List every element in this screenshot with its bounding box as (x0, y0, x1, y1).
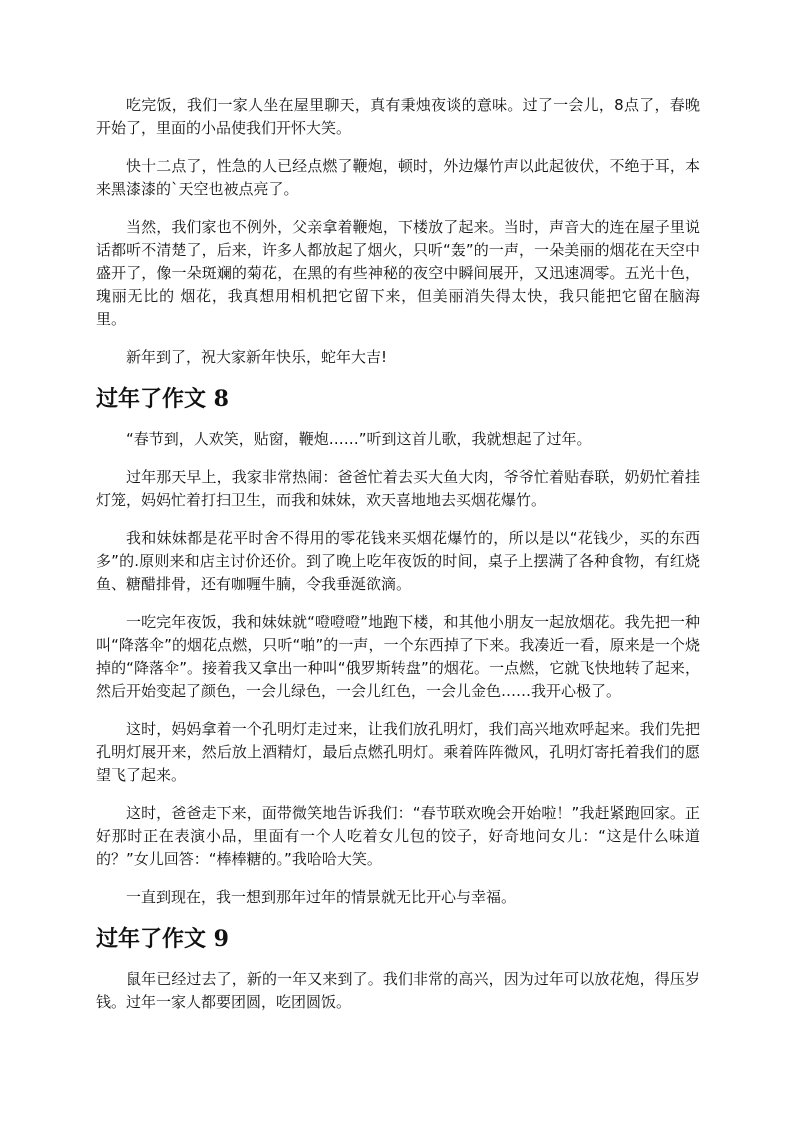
paragraph: 这时，妈妈拿着一个孔明灯走过来，让我们放孔明灯，我们高兴地欢呼起来。我们先把孔明灯展开来，然后放上酒精灯，最后点燃孔明灯。乘着阵阵微风，孔明灯寄托着我们的愿望飞了起来。 (96, 720, 700, 784)
paragraph: 新年到了，祝大家新年快乐，蛇年大吉! (126, 348, 388, 366)
paragraph: 一吃完年夜饭，我和妹妹就“噔噔噔”地跑下楼，和其他小朋友一起放烟花。我先把一种叫“降落伞”的烟花点燃，只听“啪”的一声，一个东西掉了下来。我凑近一看，原来是一个烧掉的“降落伞”。接着我又拿出一种叫“俄罗斯转盘”的烟花。一点燃，它就飞快地转了起来，然后开始变起了颜色，一会儿绿色，一会儿红色，一会儿金色……我开心极了。 (96, 613, 700, 700)
paragraph: 过年那天早上，我家非常热闹：爸爸忙着去买大鱼大肉，爷爷忙着贴春联，奶奶忙着挂灯笼，妈妈忙着打扫卫生，而我和妹妹，欢天喜地地去买烟花爆竹。 (96, 468, 700, 509)
section-heading: 过年了作文 8 (96, 386, 229, 412)
paragraph: “春节到，人欢笑，贴窗，鞭炮……”听到这首儿歌，我就想起了过年。 (126, 430, 592, 448)
section-intro (96, 94, 700, 369)
section-essay-9 (96, 924, 700, 1014)
paragraph: 我和妹妹都是花平时舍不得用的零花钱来买烟花爆竹的，所以是以“花钱少，买的东西多”的.原则来和店主讨价还价。到了晚上吃年夜饭的时间，桌子上摆满了各种食物，有红烧鱼、糖醋排骨，还有咖喱牛腩，令我垂涎欲滴。 (96, 529, 700, 593)
document-page (96, 94, 700, 1029)
paragraph: 当然，我们家也不例外，父亲拿着鞭炮，下楼放了起来。当时，声音大的连在屋子里说话都听不清楚了，后来，许多人都放起了烟火，只听“轰”的一声，一朵美丽的烟花在天空中盛开了，像一朵斑斓的菊花，在黑的有些神秘的夜空中瞬间展开，又迅速凋零。五光十色，瑰丽无比的 烟花，我真想用相机把它留下来，但美丽消失得太快，我只能把它留在脑海里。 (96, 218, 700, 328)
paragraph: 快十二点了，性急的人已经点燃了鞭炮，顿时，外边爆竹声以此起彼伏，不绝于耳，本来黑漆漆的`天空也被点亮了。 (96, 157, 700, 198)
paragraph: 一直到现在，我一想到那年过年的情景就无比开心与幸福。 (126, 888, 517, 906)
paragraph: 这时，爸爸走下来，面带微笑地告诉我们：“春节联欢晚会开始啦！”我赶紧跑回家。正好那时正在表演小品，里面有一个人吃着女儿包的饺子，好奇地问女儿：“这是什么味道的？”女儿回答：“棒棒糖的。”我哈哈大笑。 (96, 804, 700, 868)
section-essay-8 (96, 384, 700, 909)
section-heading: 过年了作文 9 (96, 926, 229, 952)
paragraph: 鼠年已经过去了，新的一年又来到了。我们非常的高兴，因为过年可以放花炮，得压岁钱。过年一家人都要团圆，吃团圆饭。 (96, 970, 700, 1011)
paragraph: 吃完饭，我们一家人坐在屋里聊天，真有秉烛夜谈的意味。过了一会儿，8点了，春晚开始了，里面的小品使我们开怀大笑。 (96, 96, 700, 137)
